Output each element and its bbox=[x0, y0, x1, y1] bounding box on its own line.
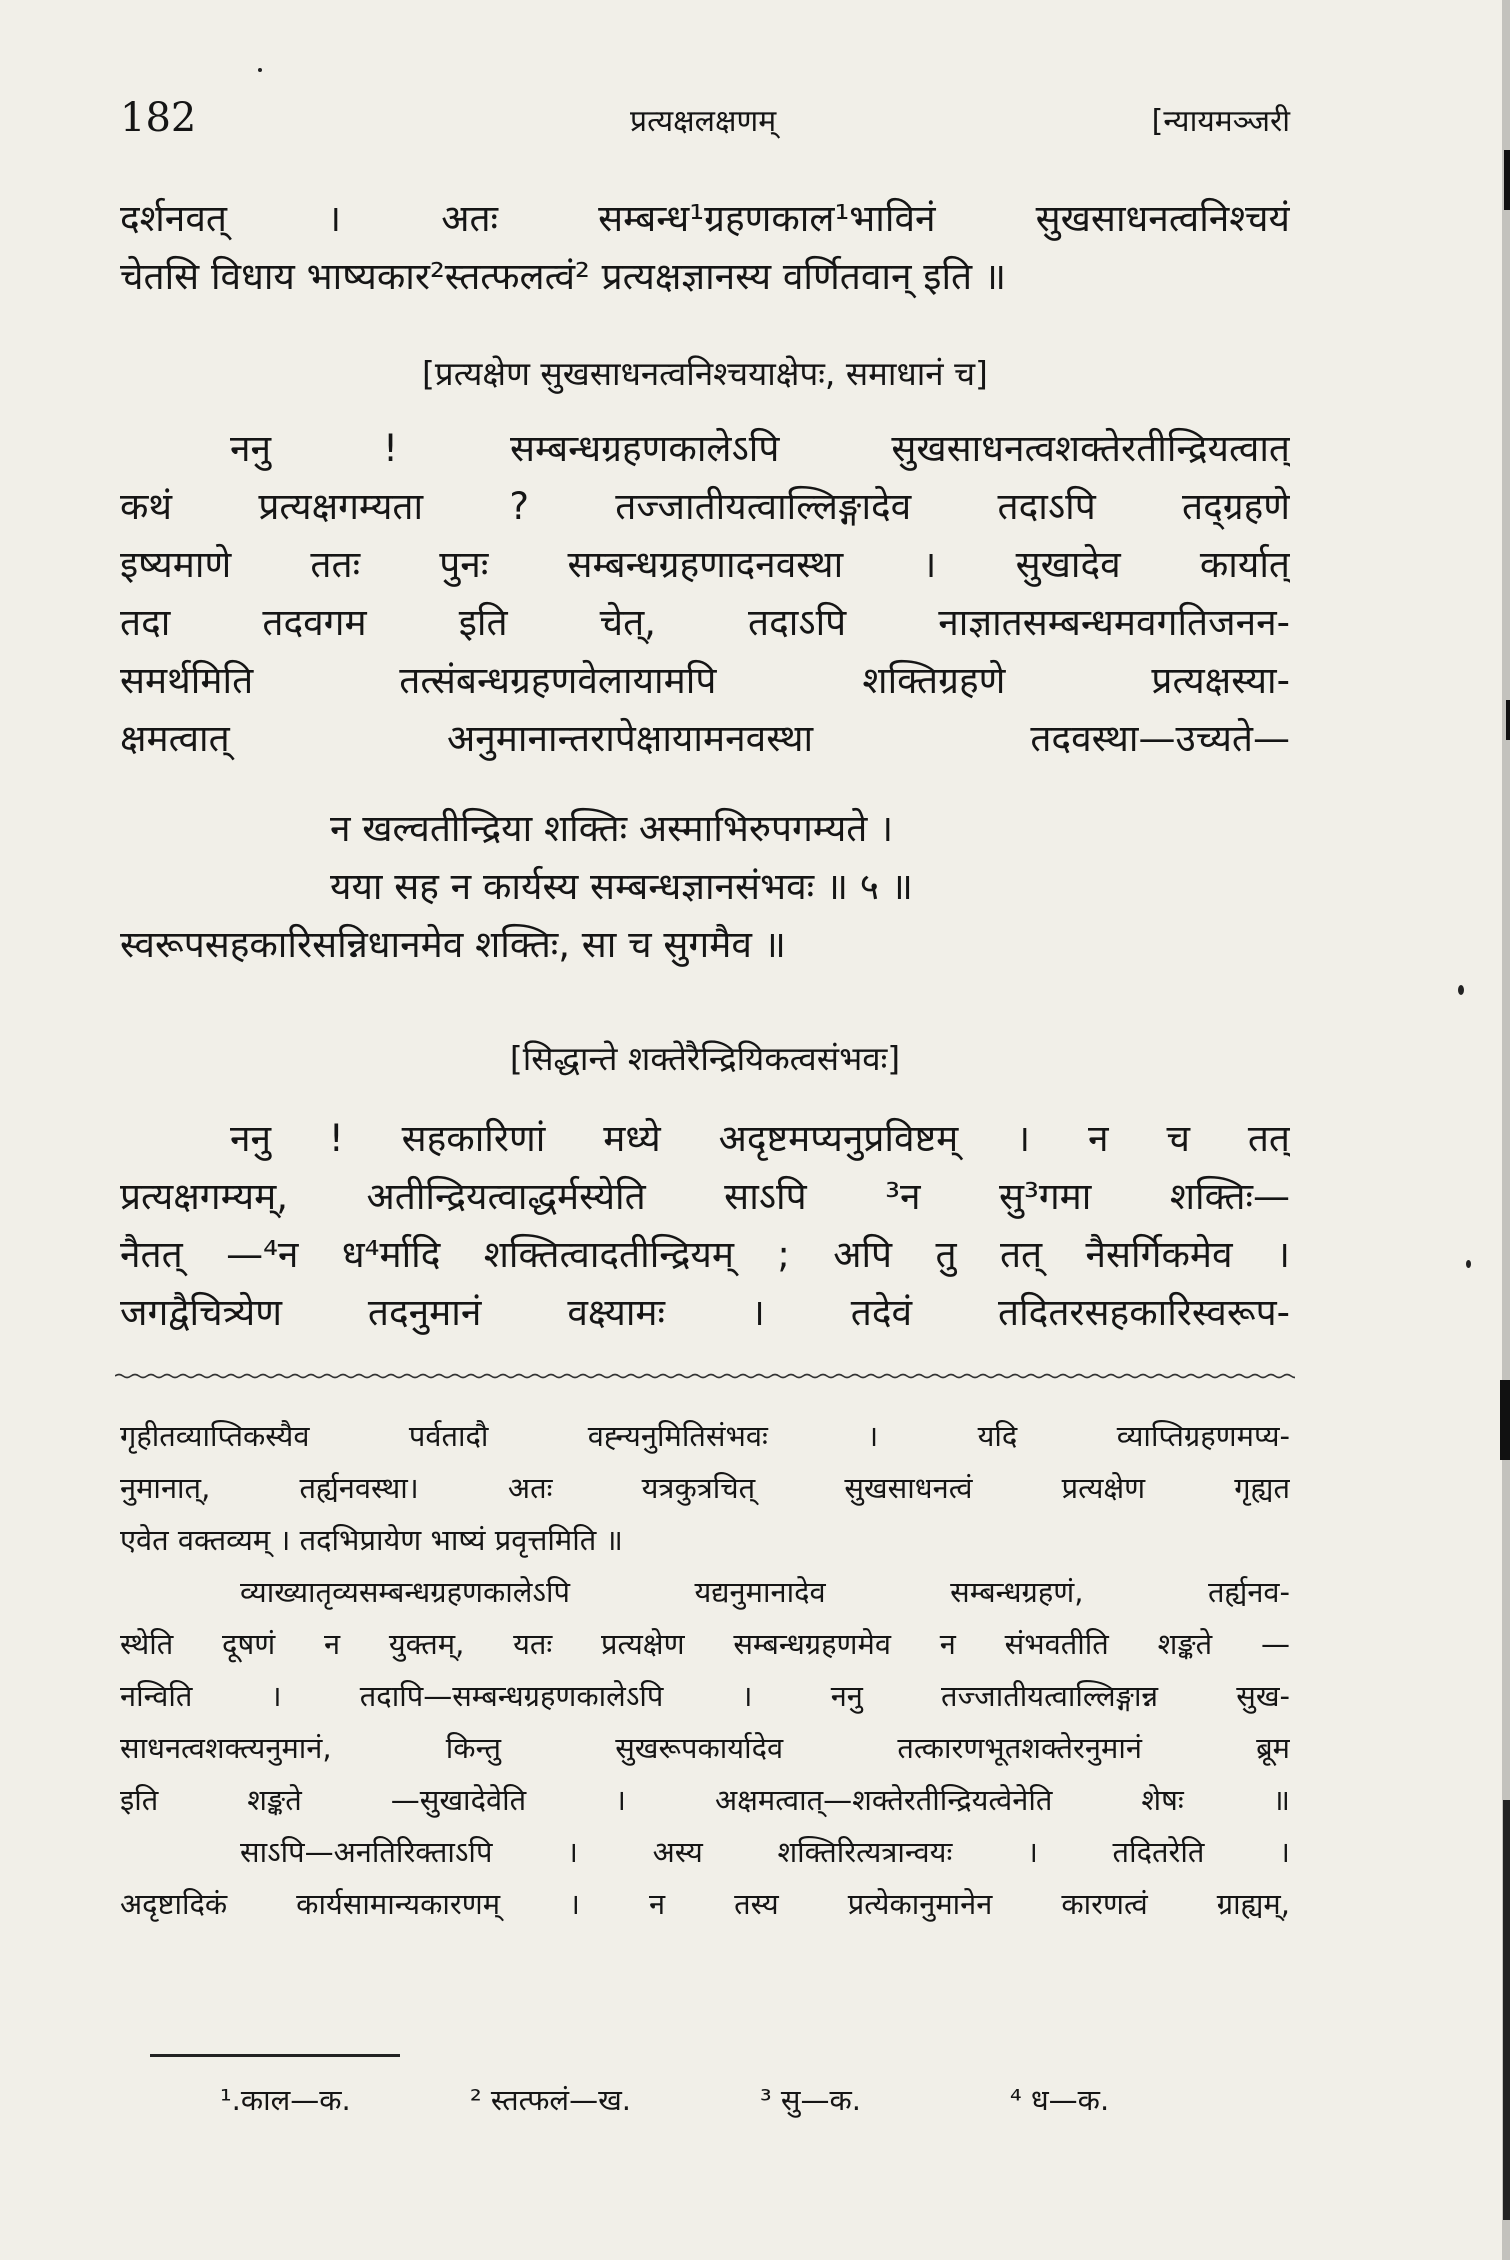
footnote: ³ सु—क. bbox=[760, 2083, 861, 2117]
scan-speck bbox=[258, 68, 262, 72]
section-heading-1 bbox=[120, 345, 1290, 403]
section-heading-2 bbox=[120, 1030, 1290, 1088]
section-heading: [प्रत्यक्षेण सुखसाधनत्वनिश्चयाक्षेपः, समाधानं च] bbox=[422, 354, 988, 393]
text-line: कथं प्रत्यक्षगम्यता ? तज्जातीयत्वाल्लिङ्गादेव तदाऽपि तद्ग्रहणे bbox=[120, 485, 1290, 528]
commentary-line: स्थेति दूषणं न युक्तम्, यतः प्रत्यक्षेण सम्बन्धग्रहणमेव न संभवतीति शङ्कते — bbox=[120, 1627, 1290, 1661]
page-edge-shadow bbox=[1488, 0, 1510, 2260]
footnote: ¹.काल—क. bbox=[220, 2083, 351, 2117]
commentary-line: एवेत वक्तव्यम् । तदभिप्रायेण भाष्यं प्रवृत्तमिति ॥ bbox=[120, 1523, 623, 1557]
scan-speck bbox=[1458, 985, 1464, 995]
text-line: जगद्वैचित्र्येण तदनुमानं वक्ष्यामः । तदेवं तदितरसहकारिस्वरूप- bbox=[120, 1291, 1290, 1334]
footnote: ⁴ ध—क. bbox=[1010, 2083, 1110, 2117]
paragraph-2 bbox=[120, 1110, 1290, 1342]
footnote-rule bbox=[150, 2054, 400, 2057]
running-title: प्रत्यक्षलक्षणम् bbox=[630, 104, 777, 139]
text-line: ननु ! सम्बन्धग्रहणकालेऽपि सुखसाधनत्वशक्तेरतीन्द्रियत्वात् bbox=[230, 427, 1290, 470]
footnote: ² स्तत्फलं—ख. bbox=[470, 2083, 632, 2117]
commentary-line: साधनत्वशक्त्यनुमानं, किन्तु सुखरूपकार्यादेव तत्कारणभूतशक्तेरनुमानं ब्रूम bbox=[120, 1731, 1290, 1765]
book-title: [न्यायमञ्जरी bbox=[1151, 104, 1290, 139]
paragraph-1 bbox=[120, 420, 1290, 768]
main-text-top bbox=[120, 190, 1290, 306]
verse-line: न खल्वतीन्द्रिया शक्तिः अस्माभिरुपगम्यते । bbox=[330, 807, 894, 850]
text-line: क्षमत्वात् अनुमानान्तरापेक्षायामनवस्था तदवस्था—उच्यते— bbox=[120, 717, 1290, 760]
text-line: प्रत्यक्षगम्यम्, अतीन्द्रियत्वाद्धर्मस्येति साऽपि ³न सु³गमा शक्तिः— bbox=[120, 1175, 1290, 1218]
text-line: इष्यमाणे ततः पुनः सम्बन्धग्रहणादनवस्था । सुखादेव कार्यात् bbox=[120, 543, 1290, 586]
verse-block bbox=[120, 800, 1290, 974]
commentary-line: गृहीतव्याप्तिकस्यैव पर्वतादौ वह्न्यनुमितिसंभवः । यदि व्याप्तिग्रहणमप्य- bbox=[120, 1419, 1290, 1453]
commentary-line: नुमानात्, तर्ह्यनवस्था। अतः यत्रकुत्रचित् सुखसाधनत्वं प्रत्यक्षेण गृह्यत bbox=[120, 1471, 1290, 1505]
commentary-line: अदृष्टादिकं कार्यसामान्यकारणम् । न तस्य प्रत्येकानुमानेन कारणत्वं ग्राह्यम्, bbox=[120, 1887, 1290, 1921]
verse-line: यया सह न कार्यस्य सम्बन्धज्ञानसंभवः ॥ ५ ॥ bbox=[330, 865, 913, 908]
page-number: 182 bbox=[120, 95, 197, 141]
text-line: चेतसि विधाय भाष्यकार²स्तत्फलत्वं² प्रत्यक्षज्ञानस्य वर्णितवान् इति ॥ bbox=[120, 255, 1007, 298]
commentary-line: साऽपि—अनतिरिक्ताऽपि । अस्य शक्तिरित्यत्रान्वयः । तदितरेति । bbox=[240, 1835, 1290, 1869]
commentary-line: नन्विति । तदापि—सम्बन्धग्रहणकालेऽपि । ननु तज्जातीयत्वाल्लिङ्गान्न सुख- bbox=[120, 1679, 1290, 1713]
section-heading: [सिद्धान्ते शक्तेरैन्द्रियिकत्वसंभवः] bbox=[509, 1039, 901, 1078]
text-line: तदा तदवगम इति चेत्, तदाऽपि नाज्ञातसम्बन्धमवगतिजनन- bbox=[120, 601, 1290, 644]
commentary bbox=[120, 1410, 1290, 1930]
text-line: समर्थमिति तत्संबन्धग्रहणवेलायामपि शक्तिग्रहणे प्रत्यक्षस्या- bbox=[120, 659, 1290, 702]
commentary-line: व्याख्यातृव्यसम्बन्धग्रहणकालेऽपि यद्यनुमानादेव सम्बन्धग्रहणं, तर्ह्यनव- bbox=[240, 1575, 1290, 1609]
text-line: दर्शनवत् । अतः सम्बन्ध¹ग्रहणकाल¹भाविनं सुखसाधनत्वनिश्चयं bbox=[120, 197, 1290, 240]
text-line: ननु ! सहकारिणां मध्ये अदृष्टमप्यनुप्रविष्टम् । न च तत् bbox=[230, 1117, 1290, 1160]
scan-speck bbox=[1466, 1260, 1471, 1268]
text-line: नैतत् —⁴न ध⁴र्मादि शक्तित्वादतीन्द्रियम् ; अपि तु तत् नैसर्गिकमेव । bbox=[120, 1233, 1290, 1276]
wavy-separator bbox=[115, 1372, 1295, 1380]
running-header bbox=[120, 95, 1290, 155]
commentary-line: इति शङ्कते —सुखादेवेति । अक्षमत्वात्—शक्तेरतीन्द्रियत्वेनेति शेषः ॥ bbox=[120, 1783, 1290, 1817]
text-line: स्वरूपसहकारिसन्निधानमेव शक्तिः, सा च सुगमैव ॥ bbox=[120, 923, 786, 966]
